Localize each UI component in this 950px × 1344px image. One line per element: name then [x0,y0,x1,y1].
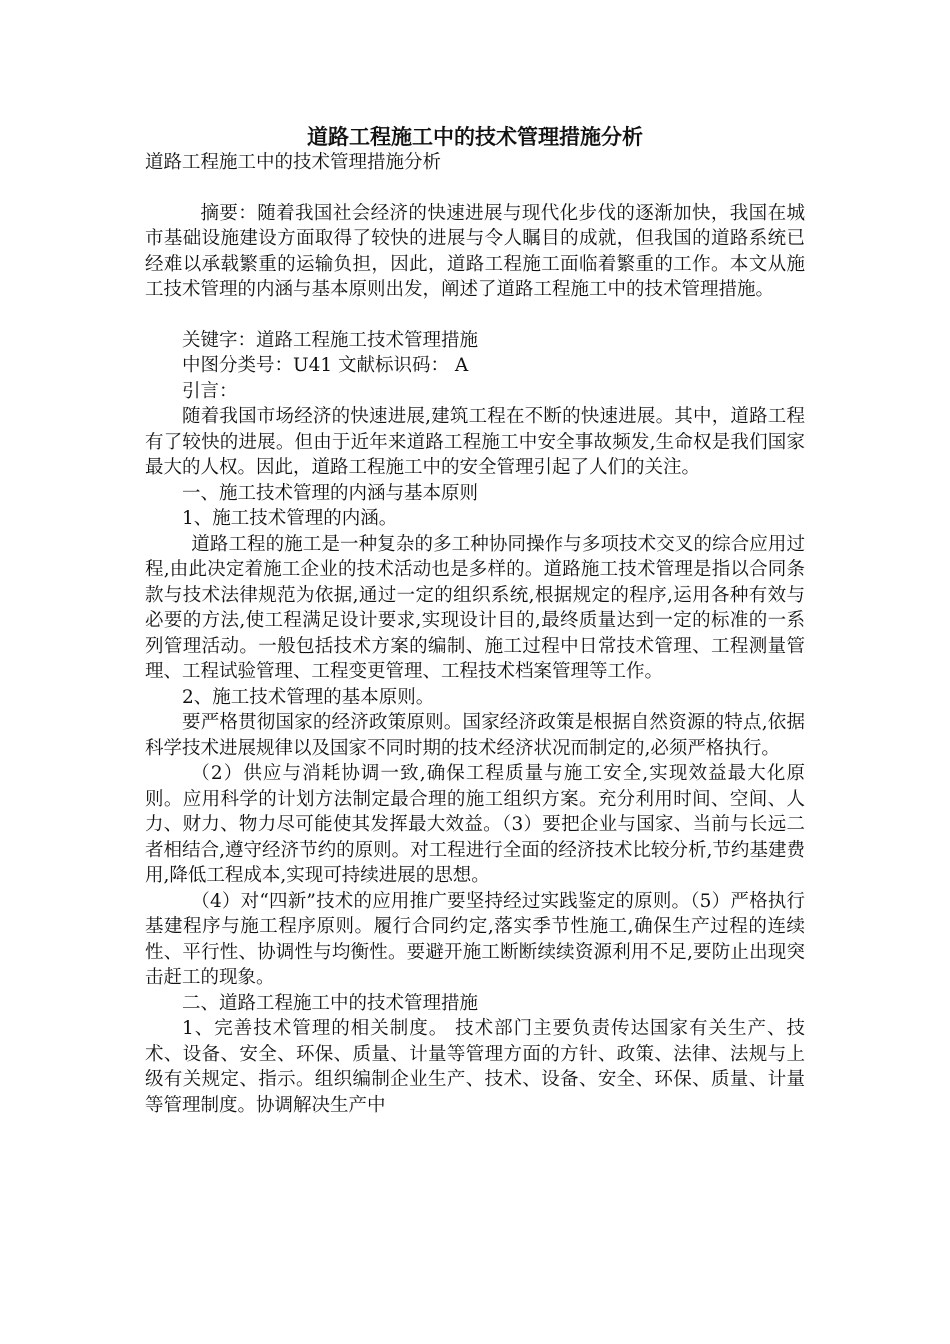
subheading-2: 2、施工技术管理的基本原则。 [182,686,435,708]
paragraph-3: （2）供应与消耗协调一致,确保工程质量与施工安全,实现效益最大化原则。应用科学的计划方法制定最合理的施工组织方案。充分利用时间、空间、人力、财力、物力尽可能使其发挥最大效益。（3）要把企业与国家、当前与长远二者相结合,遵守经济节约的原则。对工程进行全面的经济技术比较分析,节约基建费用,降低工程成本,实现可持续进展的思想。 [145,763,805,886]
spacer [145,303,805,328]
paragraph-4: （4）对“四新”技术的应用推广要坚持经过实践鉴定的原则。（5）严格执行基建程序与施工程序原则。履行合同约定,落实季节性施工,确保生产过程的连续性、平行性、协调性与均衡性。要避开施工断断续续资源利用不足,要防止出现突击赶工的现象。 [145,890,805,988]
paragraph-5: 1、完善技术管理的相关制度。 技术部门主要负责传达国家有关生产、技术、设备、安全、环保、质量、计量等管理方面的方针、政策、法律、法规与上级有关规定、指示。组织编制企业生产、技术、设备、安全、环保、质量、计量等管理制度。协调解决生产中 [145,1018,805,1116]
subheading-1: 1、施工技术管理的内涵。 [182,508,398,529]
spacer [145,176,805,201]
paragraph-2: 要严格贯彻国家的经济政策原则。国家经济政策是根据自然资源的特点,依据科学技术进展规律以及国家不同时期的技术经济状况而制定的,必须严格执行。 [145,712,805,759]
intro-paragraph: 随着我国市场经济的快速进展,建筑工程在不断的快速进展。其中，道路工程有了较快的进展。但由于近年来道路工程施工中安全事故频发,生命权是我们国家最大的人权。因此，道路工程施工中的安全管理引起了人们的关注。 [145,406,805,478]
keywords-line: 关键字：道路工程施工技术管理措施 [182,329,479,351]
abstract-paragraph: 摘要：随着我国社会经济的快速进展与现代化步伐的逐渐加快，我国在城市基础设施建设方面取得了较快的进展与令人瞩目的成就，但我国的道路系统已经难以承载繁重的运输负担，因此，道路工程施工面临着繁重的工作。本文从施工技术管理的内涵与基本原则出发，阐述了道路工程施工中的技术管理措施。 [145,202,805,300]
intro-label: 引言： [182,380,238,402]
document-title: 道路工程施工中的技术管理措施分析 [307,124,643,149]
paragraph-1: 道路工程的施工是一种复杂的多工种协同操作与多项技术交叉的综合应用过程,由此决定着施工企业的技术活动也是多样的。道路施工技术管理是指以合同条款与技术法律规范为依据,通过一定的组织系统,根据规定的程序,运用各种有效与必要的方法,使工程满足设计要求,实现设计目的,最终质量达到一定的标准的一系列管理活动。一般包括技术方案的编制、施工过程中日常技术管理、工程测量管理、工程试验管理、工程变更管理、工程技术档案管理等工作。 [145,533,805,682]
classification-line: 中图分类号：U41 文献标识码： A [182,355,469,376]
section-heading-1: 一、施工技术管理的内涵与基本原则 [182,482,479,504]
section-heading-2: 二、道路工程施工中的技术管理措施 [182,992,479,1014]
document-body [145,150,805,1118]
document-subtitle: 道路工程施工中的技术管理措施分析 [145,152,442,173]
